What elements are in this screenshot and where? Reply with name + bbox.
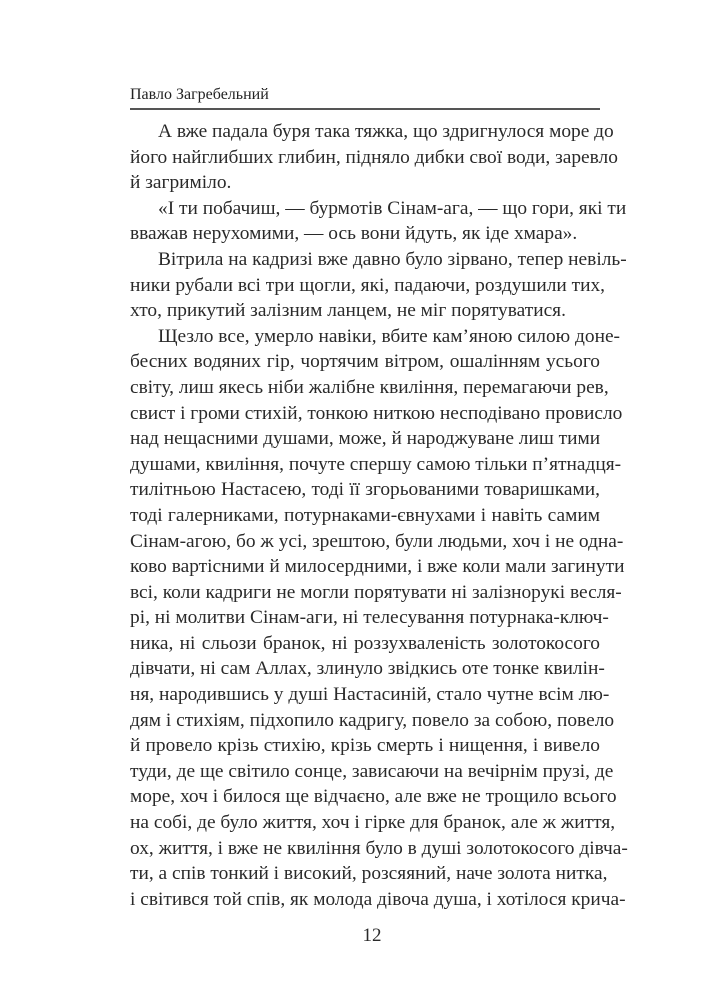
- text-line: ти, а спів тонкий і високий, розсяяний, наче золота нитка,: [130, 863, 608, 885]
- text-line: тилітньою Настасею, тоді її згорьованими товаришками,: [130, 479, 600, 501]
- body-text: [130, 119, 628, 912]
- text-line: і світився той спів, як молода дівоча душа, і хотілося крича-: [130, 888, 626, 910]
- text-line: ня, народившись у душі Настасиній, стало чутне всім лю-: [130, 684, 610, 706]
- running-header: [130, 84, 600, 110]
- text-line: ники рубали всі три щогли, які, падаючи, роздушили тих,: [130, 274, 605, 296]
- text-line: «І ти побачиш, — бурмотів Сінам-ага, — що гори, які ти: [158, 197, 627, 219]
- text-line: на собі, де було життя, хоч і гірке для бранок, але ж життя,: [130, 812, 616, 834]
- text-line: дям і стихіям, підхопило кадригу, повело за собою, повело: [130, 709, 615, 731]
- text-line: рі, ні молитви Сінам-аги, ні телесування потурнака-ключ-: [130, 607, 609, 629]
- text-line: світу, лиш якесь ніби жалібне квиління, перемагаючи рев,: [130, 376, 609, 398]
- text-line: й загриміло.: [130, 172, 232, 194]
- text-line: свист і громи стихій, тонкою ниткою несподівано провисло: [130, 402, 623, 424]
- text-line: ково вартісними й милосердними, і вже коли мали загинути: [130, 556, 625, 578]
- text-line: всі, коли кадриги не могли порятувати ні залізнорукі весля-: [130, 581, 622, 603]
- text-line: туди, де ще світило сонце, зависаючи на вечірнім прузі, де: [130, 760, 614, 782]
- text-line: ника, ні сльози бранок, ні роззухваленість золотокосого: [130, 632, 600, 654]
- text-line: його найглибших глибин, підняло дибки свої води, заревло: [130, 146, 618, 168]
- text-line: вважав нерухомими, — ось вони йдуть, як іде хмара».: [130, 223, 578, 245]
- text-line: дівчати, ні сам Аллах, злинуло звідкись оте тонке квилін-: [130, 658, 605, 680]
- text-line: тоді галерниками, потурнаками-євнухами і навіть самим: [130, 504, 600, 526]
- page-number: 12: [362, 925, 382, 946]
- text-line: море, хоч і билося ще відчаєно, але вже не трощило всього: [130, 786, 617, 808]
- text-line: душами, квиління, почуте спершу самою тільки п’ятнадця-: [130, 453, 622, 475]
- text-line: Щезло все, умерло навіки, вбите кам’яною силою доне-: [158, 325, 621, 347]
- text-line: А вже падала буря така тяжка, що здригнулося море до: [158, 121, 614, 142]
- author-name: Павло Загребельний: [130, 86, 269, 103]
- text-line: бесних водяних гір, чортячим вітром, ошалінням усього: [130, 351, 600, 373]
- text-line: Сінам-агою, бо ж усі, зрештою, були людьми, хоч і не одна-: [130, 530, 624, 552]
- text-line: Вітрила на кадризі вже давно було зірвано, тепер невіль-: [158, 248, 627, 270]
- text-line: й провело крізь стихію, крізь смерть і нищення, і вивело: [130, 735, 600, 757]
- text-line: ох, життя, і вже не квиління було в душі золотокосого дівча-: [130, 837, 628, 859]
- text-line: над нещасними душами, може, й народжуване лиш тими: [130, 428, 601, 450]
- text-line: хто, прикутий залізним ланцем, не міг порятуватися.: [130, 300, 566, 322]
